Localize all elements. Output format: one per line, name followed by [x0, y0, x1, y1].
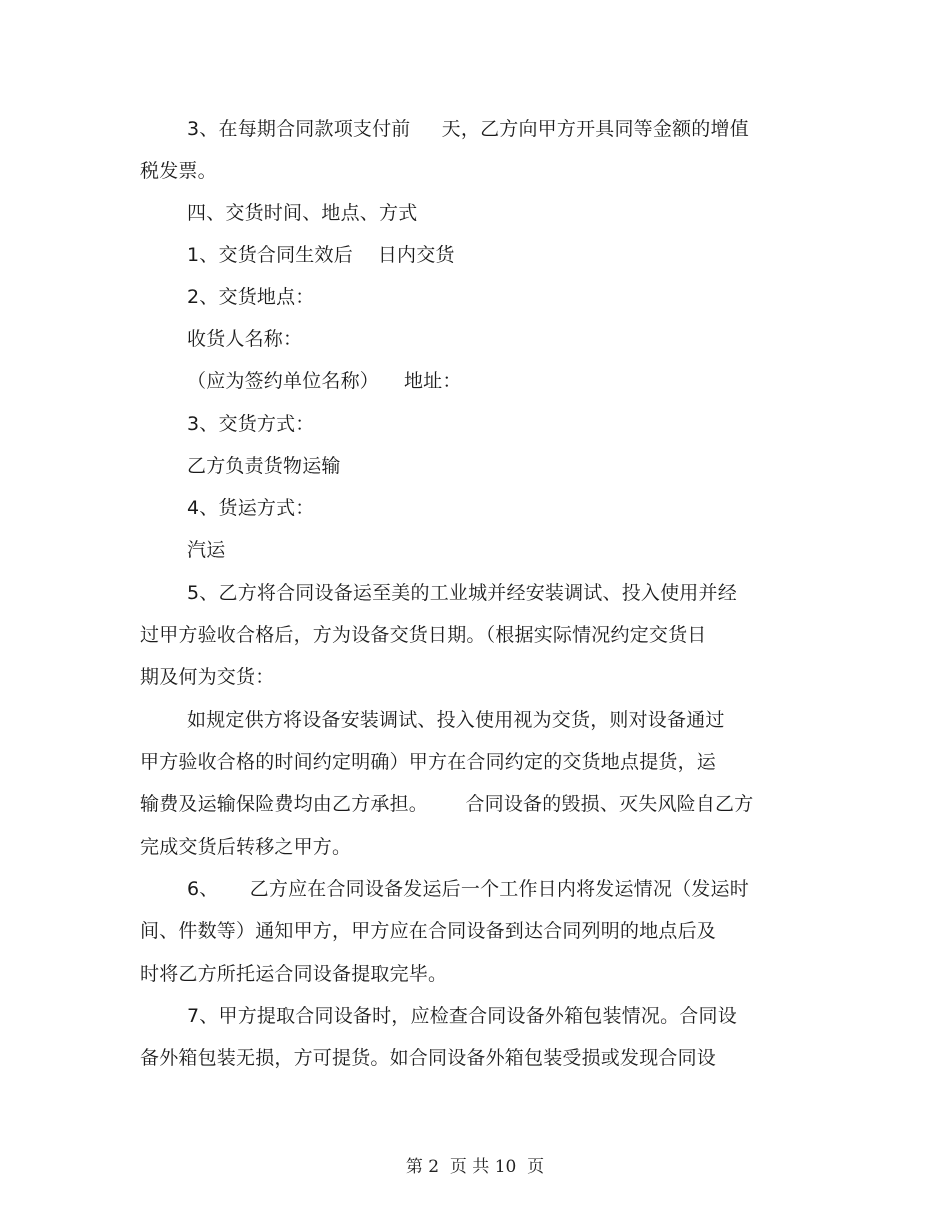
delivery-clause-5-line-3: 期及何为交货： [140, 666, 275, 688]
delivery-clause-6-line-1: 6、 乙方应在合同设备发运后一个工作日内将发运情况（发运时 [187, 878, 749, 900]
delivery-clause-7-line-2: 备外箱包装无损，方可提货。如合同设备外箱包装受损或发现合同设 [140, 1047, 717, 1069]
delivery-clause-6-line-2: 间、件数等）通知甲方，甲方应在合同设备到达合同列明的地点后及 [140, 920, 717, 942]
delivery-clause-5-line-5: 甲方验收合格的时间约定明确）甲方在合同约定的交货地点提货，运 [140, 751, 717, 773]
delivery-clause-5-line-4: 如规定供方将设备安装调试、投入使用视为交货，则对设备通过 [187, 709, 725, 731]
consignee-name-label: 收货人名称： [187, 328, 303, 350]
clause-3-invoice-line-2: 税发票。 [140, 160, 217, 182]
consignee-address-line: （应为签约单位名称） 地址： [187, 370, 462, 392]
delivery-clause-5-line-1: 5、乙方将合同设备运至美的工业城并经安装调试、投入使用并经 [187, 582, 737, 604]
section-4-heading: 四、交货时间、地点、方式 [187, 202, 418, 224]
transport-responsibility: 乙方负责货物运输 [187, 455, 341, 477]
delivery-clause-5-line-6: 输费及运输保险费均由乙方承担。 合同设备的毁损、灭失风险自乙方 [140, 793, 754, 815]
delivery-clause-4: 4、货运方式： [187, 497, 315, 519]
delivery-clause-2: 2、交货地点： [187, 286, 315, 308]
delivery-clause-1: 1、交货合同生效后 日内交货 [187, 244, 455, 266]
delivery-clause-7-line-1: 7、甲方提取合同设备时，应检查合同设备外箱包装情况。合同设 [187, 1005, 737, 1027]
delivery-clause-6-line-3: 时将乙方所托运合同设备提取完毕。 [140, 963, 448, 985]
delivery-clause-3: 3、交货方式： [187, 413, 315, 435]
delivery-clause-5-line-2: 过甲方验收合格后，方为设备交货日期。（根据实际情况约定交货日 [140, 624, 707, 646]
shipping-method: 汽运 [187, 539, 226, 561]
delivery-clause-5-line-7: 完成交货后转移之甲方。 [140, 836, 352, 858]
page-number-footer: 第 2 页 共 10 页 [405, 1157, 545, 1177]
clause-3-invoice-line-1: 3、在每期合同款项支付前 天，乙方向甲方开具同等金额的增值 [187, 118, 749, 140]
